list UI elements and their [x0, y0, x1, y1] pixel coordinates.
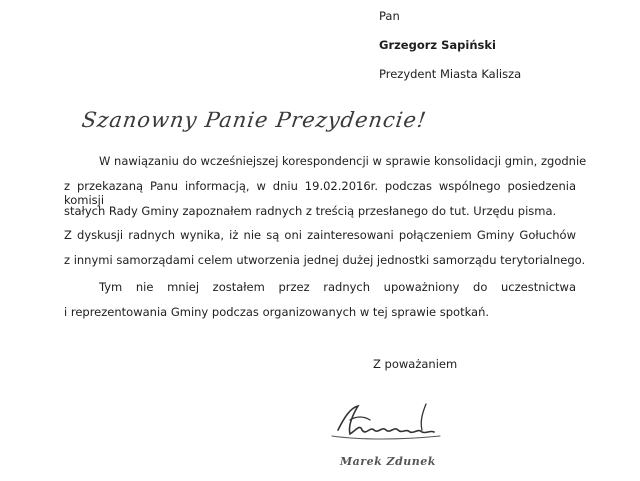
recipient-title: Pan	[379, 9, 400, 23]
recipient-position: Prezydent Miasta Kalisza	[379, 67, 522, 81]
handwritten-salutation: Szanowny Panie Prezydencie!	[80, 108, 429, 132]
paragraph-2-line-1: Z dyskusji radnych wynika, iż nie są oni zainteresowani połączeniem Gminy Gołuchów	[64, 228, 576, 242]
paragraph-2-line-2: z innymi samorządami celem utworzenia jednej dużej jednostki samorządu terytorialnego.	[64, 253, 586, 267]
signatory-name-stamp: Marek Zdunek	[340, 455, 436, 468]
paragraph-1-line-1: W nawiązaniu do wcześniejszej korespondencji w sprawie konsolidacji gmin, zgodnie	[99, 154, 587, 168]
paragraph-1-line-3: stałych Rady Gminy zapoznałem radnych z treścią przesłanego do tut. Urzędu pisma.	[64, 204, 557, 218]
recipient-name: Grzegorz Sapiński	[379, 38, 496, 52]
handwritten-signature	[330, 390, 460, 450]
closing-text: Z poważaniem	[373, 357, 458, 371]
paragraph-3-line-2: i reprezentowania Gminy podczas organizowanych w tej sprawie spotkań.	[64, 305, 490, 319]
paragraph-1-line-2: z przekazaną Panu informacją, w dniu 19.02.2016r. podczas wspólnego posiedzenia komisji	[64, 179, 576, 207]
paragraph-3-line-1: Tym nie mniej zostałem przez radnych upoważniony do uczestnictwa	[99, 280, 576, 294]
